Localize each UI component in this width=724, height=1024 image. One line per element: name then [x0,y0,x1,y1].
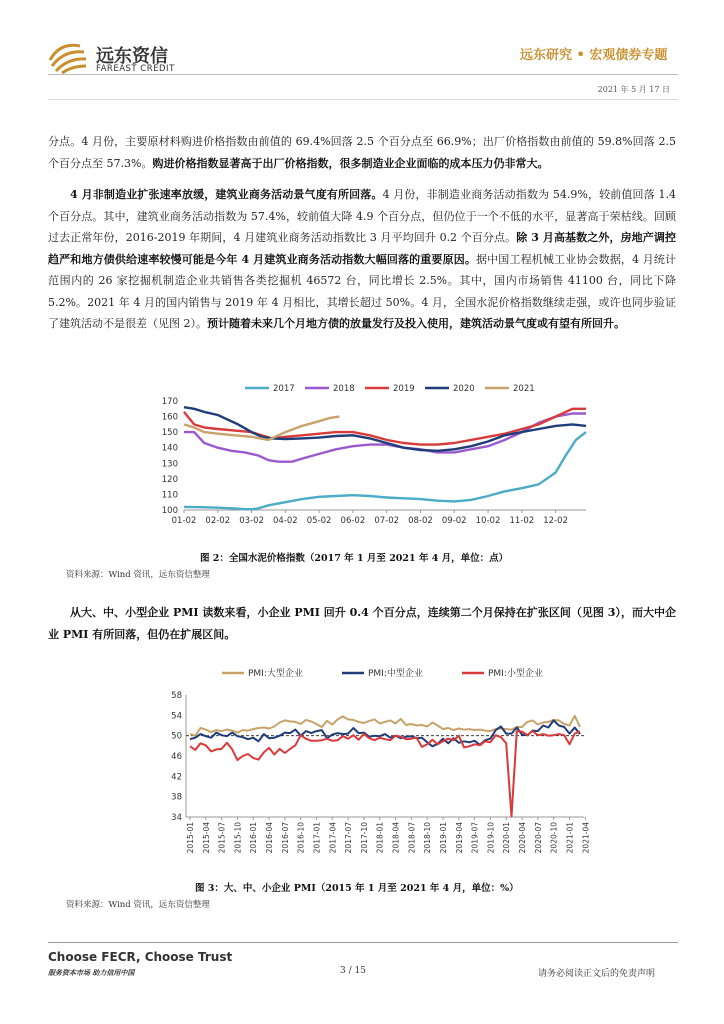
y-tick-label: 120 [161,474,178,485]
series-line-PMI:中型企业 [190,720,580,746]
footer-disclaimer: 请务必阅读正文后的免责声明 [538,969,656,979]
series-line-PMI:小型企业 [190,731,580,816]
x-tick-label: 2017-04 [328,822,338,854]
x-tick-label: 2015-10 [233,822,243,854]
x-tick-label: 2017-10 [359,822,369,854]
y-tick-label: 54 [171,711,182,722]
legend-label-PMI:中型企业: PMI:中型企业 [368,669,423,679]
logo-en: FAREAST CREDIT [96,64,175,74]
x-tick-label: 2016-04 [265,822,275,854]
paragraph-text: 分点。4 月份，主要原材料购进价格指数由前值的 69.4%回落 2.5 个百分点至 66.9%；出厂价格指数由前值的 59.8%回落 2.5 个百分点至 57.3%。 [48,135,676,170]
paragraph-emphasis: 购进价格指数显著高于出厂价格指数，很多制造业企业面临的成本压力仍非常大。 [152,156,549,170]
x-tick-label: 2018-07 [407,822,417,854]
y-tick-label: 130 [161,459,178,470]
y-tick-label: 170 [161,397,178,407]
x-tick-label: 2020-04 [518,822,527,854]
legend-label-2018: 2018 [333,384,355,394]
y-tick-label: 38 [171,792,182,803]
pmi-size-chart [170,658,590,874]
x-tick-label: 05-02 [306,516,332,526]
x-tick-label: 2019-01 [439,822,448,854]
logo-cn: 远东资信 [96,46,168,67]
paragraph-emphasis: 预计随着未来几个月地方债的放量发行及投入使用，建筑活动景气度或有望有所回升。 [207,317,625,330]
x-tick-label: 2021-01 [565,822,575,854]
header-divider [48,74,678,75]
x-tick-label: 2015-04 [201,822,211,854]
report-date: 2021 年 5 月 17 日 [597,85,670,94]
footer-tagline: 服务资本市场 助力信用中国 [48,968,135,977]
cement-price-chart [161,377,590,537]
y-tick-label: 42 [171,772,182,783]
y-tick-label: 150 [161,428,178,439]
x-tick-label: 2015-07 [217,822,227,854]
paragraph-text: 据中国工程机械工业协会数据，4 月统计范围内的 26 家挖掘机制造企业共销售各类挖掘机 46572 台，同比增长 2.5%。其中，国内市场销售 41100 台，同比下降 5.2%。2021 年 4 月的国内销售与 2019 年 4 月相比，其增长超过 50%。4 月，全国水泥价格指数继续走强，或许也同步验证了建筑活动不是很差（见图 2）。 [48,252,676,330]
x-tick-label: 2018-01 [375,822,385,854]
x-tick-label: 2015-01 [186,822,195,854]
paragraph-emphasis: 除 3 月高基数之外，房地产调控趋严和地方债供给速率较慢可能是今年 4 月建筑业商务活动指数大幅回落的重要原因。 [48,231,676,266]
legend-label-2017: 2017 [273,384,295,394]
x-tick-label: 2019-10 [486,822,496,854]
legend-label-2019: 2019 [393,384,415,394]
x-tick-label: 2016-07 [280,822,290,854]
x-tick-label: 2016-01 [249,822,259,854]
x-tick-label: 12-02 [543,516,568,526]
y-tick-label: 46 [171,752,182,762]
x-tick-label: 10-02 [475,516,501,526]
paragraph-emphasis: 从大、中、小型企业 PMI 读数来看，小企业 PMI 回升 0.4 个百分点，连续第二个月保持在扩张区间（见图 3），而大中企业 PMI 有所回落，但仍在扩展区间。 [48,606,676,641]
y-tick-label: 50 [171,731,182,742]
figure2-source: 资料来源：Wind 资讯，远东资信整理 [66,570,210,580]
x-tick-label: 2021-04 [581,822,591,854]
x-tick-label: 2017-01 [312,822,322,854]
paragraph-text: 4 月份，非制造业商务活动指数为 54.9%，较前值回落 1.4 个百分点。其中，建筑业商务活动指数为 57.4%，较前值大降 4.9 个百分点，但仍位于一个不低的水平，显著高于荣枯线。回顾过去正常年份，2016-2019 年期间，4 月建筑业商务活动指数比 3 月平均回升 0.2 个百分点。 [48,188,676,244]
header-divider-2 [48,99,678,100]
report-series: 远东研究 • 宏观债券专题 [520,48,668,63]
x-tick-label: 2019-04 [454,822,464,854]
fareast-logo-icon [46,40,90,74]
x-tick-label: 03-02 [239,516,264,526]
x-tick-label: 11-02 [509,516,535,526]
x-tick-label: 2020-01 [502,822,512,854]
x-tick-label: 02-02 [205,516,231,526]
x-tick-label: 01-02 [171,516,197,526]
x-tick-label: 08-02 [408,516,433,526]
x-tick-label: 07-02 [374,516,400,526]
footer-slogan: Choose FECR, Choose Trust [48,950,233,964]
paragraph-non-manufacturing [48,184,676,335]
x-tick-label: 09-02 [441,516,467,526]
legend-label-2020: 2020 [453,384,475,394]
figure3-caption: 图 3：大、中、小企业 PMI（2015 年 1 月至 2021 年 4 月，单位：%） [195,883,519,894]
x-tick-label: 04-02 [272,516,298,526]
y-tick-label: 140 [161,443,178,454]
legend-label-PMI:大型企业: PMI:大型企业 [248,669,303,679]
y-tick-label: 100 [161,506,178,516]
paragraph-emphasis: 4 月非制造业扩张速率放缓，建筑业商务活动景气度有所回落。 [70,188,383,201]
x-tick-label: 2020-07 [533,822,543,854]
x-tick-label: 2018-10 [423,822,433,854]
x-tick-label: 2020-10 [549,822,559,854]
y-tick-label: 34 [171,813,182,823]
y-tick-label: 160 [161,412,178,423]
legend-label-PMI:小型企业: PMI:小型企业 [488,669,543,679]
paragraph-price-index [48,131,676,174]
x-tick-label: 2017-07 [344,822,354,854]
x-tick-label: 2018-04 [391,822,401,854]
figure3-source: 资料来源：Wind 资讯，远东资信整理 [66,900,210,910]
legend-label-2021: 2021 [513,384,535,394]
x-tick-label: 2019-07 [470,822,480,854]
figure2-caption: 图 2：全国水泥价格指数（2017 年 1 月至 2021 年 4 月，单位：点） [200,553,509,564]
series-line-2018 [184,414,586,462]
x-tick-label: 06-02 [340,516,366,526]
footer-divider [48,942,678,943]
y-tick-label: 58 [171,691,182,701]
y-tick-label: 110 [161,490,178,501]
page-number: 3 / 15 [340,966,366,976]
paragraph-pmi-size [48,602,676,645]
x-tick-label: 2016-10 [296,822,306,854]
